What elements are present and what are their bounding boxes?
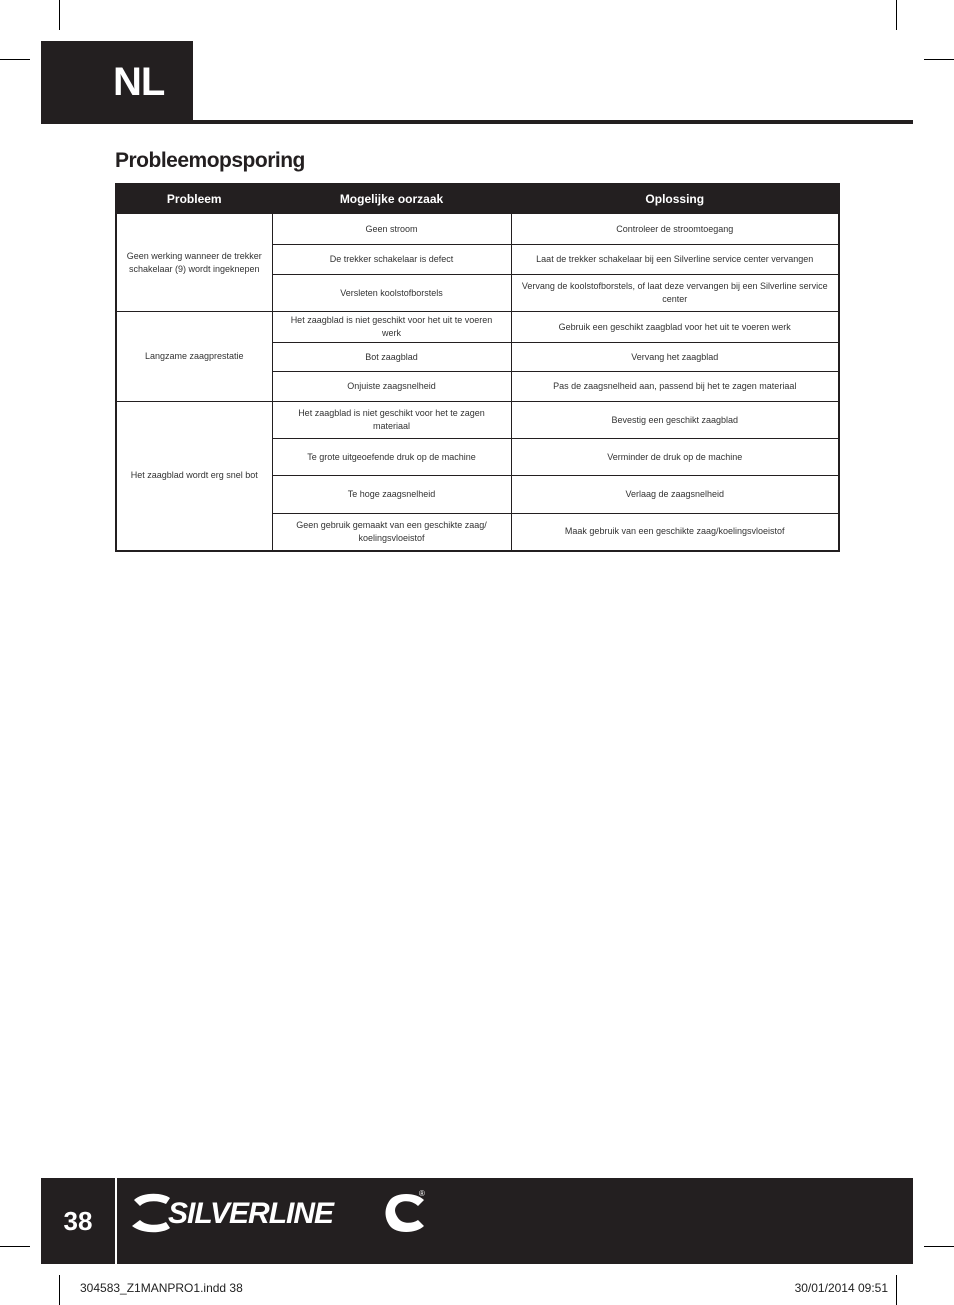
solution-cell: Vervang de koolstofborstels, of laat deze vervangen bij een Silverline service center — [511, 275, 839, 312]
table-header-row — [116, 184, 839, 214]
solution-cell: Maak gebruik van een geschikte zaag/koelingsvloeistof — [511, 514, 839, 551]
solution-cell: Verminder de druk op de machine — [511, 439, 839, 476]
solution-cell: Vervang het zaagblad — [511, 343, 839, 372]
solution-cell: Pas de zaagsnelheid aan, passend bij het te zagen materiaal — [511, 372, 839, 402]
footer-divider — [115, 1178, 117, 1264]
problem-cell: Het zaagblad wordt erg snel bot — [116, 402, 272, 551]
cause-cell: Te hoge zaagsnelheid — [272, 476, 511, 514]
crop-mark — [0, 59, 30, 60]
crop-mark — [896, 1275, 897, 1305]
cause-cell: Versleten koolstofborstels — [272, 275, 511, 312]
slug-filename: 304583_Z1MANPRO1.indd 38 — [80, 1281, 243, 1295]
solution-cell: Verlaag de zaagsnelheid — [511, 476, 839, 514]
solution-cell: Bevestig een geschikt zaagblad — [511, 402, 839, 439]
cause-cell: Bot zaagblad — [272, 343, 511, 372]
silverline-logo — [128, 1186, 428, 1240]
solution-cell: Laat de trekker schakelaar bij een Silverline service center vervangen — [511, 245, 839, 275]
table-row — [116, 214, 839, 245]
table-row — [116, 402, 839, 439]
registered-mark: ® — [419, 1189, 425, 1198]
logo-wordmark: SILVERLINE — [168, 1197, 334, 1230]
crop-mark — [924, 1246, 954, 1247]
problem-cell: Langzame zaagprestatie — [116, 312, 272, 402]
language-tab — [41, 41, 193, 123]
crop-mark — [896, 0, 897, 30]
header-rule — [41, 120, 913, 124]
cause-cell: Te grote uitgeoefende druk op de machine — [272, 439, 511, 476]
slug-datetime: 30/01/2014 09:51 — [794, 1281, 888, 1295]
column-header-cause: Mogelijke oorzaak — [272, 184, 511, 214]
page-number: 38 — [63, 1205, 93, 1236]
column-header-solution: Oplossing — [511, 184, 839, 214]
section-title: Probleemopsporing — [115, 149, 305, 172]
cause-cell: Geen stroom — [272, 214, 511, 245]
crop-mark — [59, 0, 60, 30]
solution-cell: Gebruik een geschikt zaagblad voor het uit te voeren werk — [511, 312, 839, 343]
troubleshooting-table — [115, 183, 840, 552]
cause-cell: De trekker schakelaar is defect — [272, 245, 511, 275]
language-code: NL — [113, 59, 165, 104]
crop-mark — [59, 1275, 60, 1305]
cause-cell: Onjuiste zaagsnelheid — [272, 372, 511, 402]
cause-cell: Geen gebruik gemaakt van een geschikte zaag/ koelingsvloeistof — [272, 514, 511, 551]
solution-cell: Controleer de stroomtoegang — [511, 214, 839, 245]
problem-cell: Geen werking wanneer de trekker schakelaar (9) wordt ingeknepen — [116, 214, 272, 312]
table-row — [116, 312, 839, 343]
cause-cell: Het zaagblad is niet geschikt voor het uit te voeren werk — [272, 312, 511, 343]
cause-cell: Het zaagblad is niet geschikt voor het te zagen materiaal — [272, 402, 511, 439]
column-header-problem: Probleem — [116, 184, 272, 214]
crop-mark — [0, 1246, 30, 1247]
crop-mark — [924, 59, 954, 60]
